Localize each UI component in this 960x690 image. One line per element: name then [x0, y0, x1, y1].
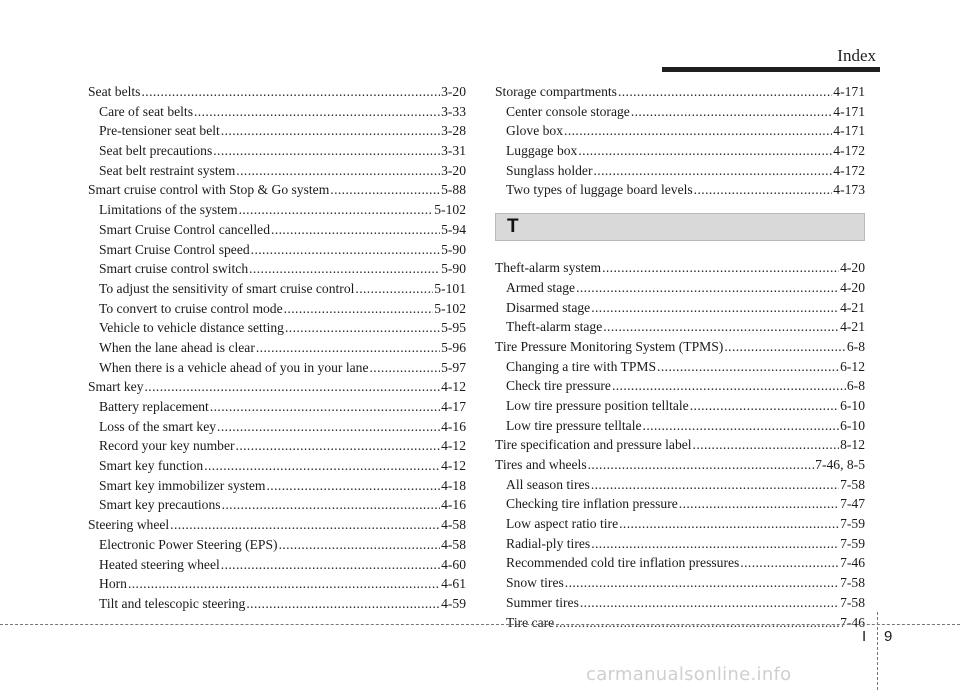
- index-entry: [495, 455, 865, 475]
- index-group-s: [495, 82, 865, 200]
- dot-leader: [217, 417, 440, 437]
- index-entry: [495, 435, 865, 455]
- index-entry: [495, 317, 865, 337]
- dot-leader: [210, 397, 440, 417]
- index-entry: [495, 553, 865, 573]
- dot-leader: [576, 278, 839, 298]
- index-entry: [88, 436, 466, 456]
- entry-page-ref: 4-16: [441, 418, 466, 434]
- dot-leader: [279, 535, 441, 555]
- footer-page-number: [0, 628, 960, 650]
- entry-page-ref: 7-46, 8-5: [815, 457, 865, 472]
- index-entry: [495, 298, 865, 318]
- dot-leader: [355, 279, 433, 299]
- index-entry: [88, 495, 466, 515]
- entry-page-ref: 4-12: [441, 438, 466, 454]
- dot-leader: [170, 515, 440, 535]
- index-entry: [88, 555, 466, 575]
- dot-leader: [603, 317, 839, 337]
- entry-label: Loss of the smart key: [99, 418, 217, 434]
- entry-label: When there is a vehicle ahead of you in your lane: [99, 359, 369, 375]
- index-entry: [88, 240, 466, 260]
- entry-label: Glove box: [506, 123, 564, 139]
- entry-label: Smart key precautions: [99, 497, 221, 513]
- entry-label: Smart Cruise Control cancelled: [99, 221, 271, 237]
- dot-leader: [690, 396, 839, 416]
- entry-label: Tires and wheels: [495, 457, 587, 472]
- dot-leader: [643, 416, 840, 436]
- entry-label: Low aspect ratio tire: [506, 516, 619, 532]
- dot-leader: [618, 82, 832, 102]
- index-entry: [88, 121, 466, 141]
- footer-page-num: 9: [884, 628, 893, 645]
- index-entry: [88, 338, 466, 358]
- index-entry: [88, 259, 466, 279]
- header-rule: [662, 67, 880, 72]
- entry-label: Battery replacement: [99, 399, 209, 414]
- entry-label: Center console storage: [506, 103, 630, 119]
- entry-page-ref: 4-173: [833, 182, 865, 198]
- dot-leader: [631, 102, 832, 122]
- index-entry: [495, 475, 865, 495]
- dot-leader: [578, 141, 832, 161]
- entry-label: Sunglass holder: [506, 162, 593, 178]
- entry-page-ref: 7-46: [840, 614, 865, 630]
- entry-page-ref: 7-58: [840, 575, 865, 591]
- index-entry: [495, 121, 865, 141]
- entry-page-ref: 4-58: [441, 517, 466, 533]
- entry-page-ref: 7-59: [840, 516, 865, 532]
- index-entry: [495, 258, 865, 278]
- entry-page-ref: 6-10: [840, 397, 865, 413]
- dot-leader: [145, 377, 441, 397]
- dot-leader: [591, 298, 839, 318]
- dot-leader: [602, 258, 839, 278]
- entry-label: Low tire pressure telltale: [506, 417, 642, 433]
- dot-leader: [588, 455, 815, 475]
- index-entry: [495, 514, 865, 534]
- entry-page-ref: 8-12: [840, 437, 865, 453]
- index-column-right: [495, 82, 865, 632]
- entry-label: Recommended cold tire inflation pressures: [506, 555, 740, 571]
- index-entry: [495, 161, 865, 181]
- watermark: carmanualsonline.info: [586, 664, 792, 685]
- entry-label: Tilt and telescopic steering: [99, 595, 246, 611]
- index-entry: [88, 377, 466, 397]
- dot-leader: [593, 161, 832, 181]
- entry-label: Seat belt precautions: [99, 143, 213, 159]
- index-entry: [88, 476, 466, 496]
- entry-label: Smart Cruise Control speed: [99, 241, 250, 257]
- entry-page-ref: 5-102: [434, 202, 466, 218]
- entry-label: All season tires: [506, 476, 590, 492]
- index-entry: [88, 535, 466, 555]
- footer-section-label: I: [862, 628, 867, 645]
- entry-page-ref: 4-20: [840, 260, 865, 276]
- entry-page-ref: 5-88: [441, 182, 466, 198]
- entry-page-ref: 7-58: [840, 594, 865, 610]
- entry-page-ref: 4-12: [441, 458, 466, 474]
- entry-page-ref: 4-16: [441, 497, 466, 513]
- index-entry: [88, 397, 466, 417]
- entry-page-ref: 5-102: [434, 300, 466, 316]
- entry-page-ref: 4-59: [441, 595, 466, 611]
- entry-page-ref: 3-28: [441, 123, 466, 139]
- entry-page-ref: 5-90: [441, 241, 466, 257]
- entry-page-ref: 4-171: [833, 103, 865, 119]
- dot-leader: [679, 494, 839, 514]
- dot-leader: [370, 358, 441, 378]
- entry-label: Summer tires: [506, 594, 579, 610]
- entry-label: Horn: [99, 576, 127, 592]
- dot-leader: [657, 357, 839, 377]
- entry-label: Theft-alarm system: [495, 260, 602, 276]
- entry-page-ref: 7-58: [840, 476, 865, 492]
- index-entry: [88, 82, 466, 102]
- entry-label: Two types of luggage board levels: [506, 182, 693, 198]
- footer-vertical-divider: [877, 612, 878, 690]
- index-entry: [88, 594, 466, 614]
- dot-leader: [236, 161, 440, 181]
- index-entry: [88, 299, 466, 319]
- index-entry: [88, 318, 466, 338]
- entry-label: Pre-tensioner seat belt: [99, 123, 220, 139]
- dot-leader: [213, 141, 440, 161]
- entry-label: Seat belts: [88, 84, 141, 99]
- entry-label: Check tire pressure: [506, 378, 611, 394]
- entry-label: Tire Pressure Monitoring System (TPMS): [495, 338, 724, 354]
- index-entry: [495, 278, 865, 298]
- entry-page-ref: 5-95: [441, 320, 466, 336]
- entry-page-ref: 4-61: [441, 576, 466, 592]
- page-title: Index: [837, 46, 876, 65]
- dot-leader: [204, 456, 440, 476]
- entry-page-ref: 4-58: [441, 536, 466, 552]
- entry-label: Smart cruise control with Stop & Go system: [88, 182, 330, 198]
- entry-page-ref: 6-12: [840, 358, 865, 374]
- index-entry: [495, 337, 865, 357]
- dot-leader: [591, 534, 839, 554]
- entry-page-ref: 7-59: [840, 535, 865, 551]
- index-entry: [495, 534, 865, 554]
- dot-leader: [591, 475, 839, 495]
- entry-label: Luggage box: [506, 143, 578, 159]
- entry-label: Electronic Power Steering (EPS): [99, 536, 278, 552]
- dot-leader: [284, 299, 434, 319]
- dot-leader: [141, 82, 440, 102]
- dot-leader: [724, 337, 846, 357]
- index-entry: [88, 180, 466, 200]
- entry-page-ref: 6-8: [846, 378, 865, 394]
- entry-page-ref: 4-21: [840, 319, 865, 335]
- index-entry: [88, 102, 466, 122]
- entry-page-ref: 4-12: [441, 379, 466, 395]
- index-entry: [88, 161, 466, 181]
- entry-page-ref: 3-20: [441, 162, 466, 178]
- dot-leader: [128, 574, 440, 594]
- entry-label: When the lane ahead is clear: [99, 339, 255, 355]
- index-entry: [495, 357, 865, 377]
- entry-label: Vehicle to vehicle distance setting: [99, 320, 284, 336]
- entry-label: Smart key function: [99, 458, 204, 474]
- dot-leader: [251, 240, 440, 260]
- entry-page-ref: 4-171: [833, 84, 865, 99]
- index-entry: [495, 396, 865, 416]
- dot-leader: [580, 593, 839, 613]
- entry-label: Record your key number: [99, 438, 235, 454]
- index-entry: [88, 574, 466, 594]
- index-entry: [495, 102, 865, 122]
- index-entry: [88, 417, 466, 437]
- entry-page-ref: 7-46: [840, 555, 865, 571]
- index-group-t: [495, 258, 865, 632]
- dot-leader: [564, 121, 832, 141]
- entry-label: Smart key immobilizer system: [99, 477, 266, 493]
- index-entry: [88, 220, 466, 240]
- dot-leader: [271, 220, 440, 240]
- index-entry: [495, 494, 865, 514]
- dot-leader: [246, 594, 440, 614]
- dot-leader: [330, 180, 440, 200]
- dot-leader: [239, 200, 434, 220]
- index-column-left: [88, 82, 466, 614]
- entry-label: Steering wheel: [88, 517, 170, 533]
- entry-label: Limitations of the system: [99, 202, 238, 218]
- entry-label: Smart key: [88, 379, 144, 395]
- dot-leader: [285, 318, 440, 338]
- index-entry: [495, 180, 865, 200]
- index-entry: [495, 593, 865, 613]
- section-letter-bar: [495, 213, 865, 241]
- entry-page-ref: 6-8: [846, 338, 865, 354]
- entry-page-ref: 3-20: [441, 84, 466, 99]
- entry-page-ref: 4-20: [840, 279, 865, 295]
- dot-leader: [693, 435, 840, 455]
- dot-leader: [249, 259, 440, 279]
- entry-label: Tire specification and pressure label: [495, 437, 692, 453]
- dot-leader: [221, 555, 440, 575]
- entry-page-ref: 4-17: [441, 399, 466, 414]
- entry-page-ref: 7-47: [840, 496, 865, 512]
- entry-label: Tire care: [506, 614, 555, 630]
- entry-page-ref: 4-172: [833, 162, 865, 178]
- entry-page-ref: 5-90: [441, 261, 466, 277]
- entry-label: Heated steering wheel: [99, 556, 220, 572]
- footer-divider: [0, 624, 960, 625]
- entry-label: Low tire pressure position telltale: [506, 397, 689, 413]
- entry-label: Armed stage: [506, 279, 576, 295]
- index-entry: [495, 82, 865, 102]
- entry-page-ref: 4-18: [441, 477, 466, 493]
- entry-label: Radial-ply tires: [506, 535, 591, 551]
- entry-page-ref: 6-10: [840, 417, 865, 433]
- index-entry: [88, 200, 466, 220]
- entry-page-ref: 5-94: [441, 221, 466, 237]
- dot-leader: [222, 495, 441, 515]
- entry-page-ref: 3-33: [441, 103, 466, 119]
- entry-page-ref: 5-101: [434, 280, 466, 296]
- entry-label: Seat belt restraint system: [99, 162, 236, 178]
- entry-page-ref: 4-171: [833, 123, 865, 139]
- index-entry: [88, 279, 466, 299]
- dot-leader: [194, 102, 440, 122]
- entry-label: Changing a tire with TPMS: [506, 358, 657, 374]
- entry-label: Smart cruise control switch: [99, 261, 249, 277]
- section-letter: T: [507, 216, 519, 238]
- dot-leader: [619, 514, 839, 534]
- index-entry: [495, 141, 865, 161]
- entry-label: Theft-alarm stage: [506, 319, 603, 335]
- entry-page-ref: 4-21: [840, 299, 865, 315]
- index-entry: [88, 141, 466, 161]
- entry-label: Care of seat belts: [99, 103, 193, 119]
- index-entry: [495, 376, 865, 396]
- entry-label: Snow tires: [506, 575, 564, 591]
- dot-leader: [565, 573, 839, 593]
- entry-page-ref: 4-172: [833, 143, 865, 159]
- entry-label: Checking tire inflation pressure: [506, 496, 678, 512]
- entry-page-ref: 4-60: [441, 556, 466, 572]
- index-entry: [495, 573, 865, 593]
- dot-leader: [236, 436, 441, 456]
- entry-page-ref: 5-96: [441, 339, 466, 355]
- dot-leader: [267, 476, 441, 496]
- entry-label: Storage compartments: [495, 84, 617, 99]
- index-entry: [88, 456, 466, 476]
- dot-leader: [694, 180, 833, 200]
- entry-label: To convert to cruise control mode: [99, 300, 283, 316]
- dot-leader: [612, 376, 846, 396]
- index-entry: [88, 515, 466, 535]
- dot-leader: [740, 553, 839, 573]
- entry-page-ref: 5-97: [441, 359, 466, 375]
- entry-page-ref: 3-31: [441, 143, 466, 159]
- index-entry: [495, 416, 865, 436]
- entry-label: To adjust the sensitivity of smart cruise control: [99, 280, 355, 296]
- entry-label: Disarmed stage: [506, 299, 591, 315]
- index-entry: [88, 358, 466, 378]
- dot-leader: [256, 338, 440, 358]
- dot-leader: [221, 121, 440, 141]
